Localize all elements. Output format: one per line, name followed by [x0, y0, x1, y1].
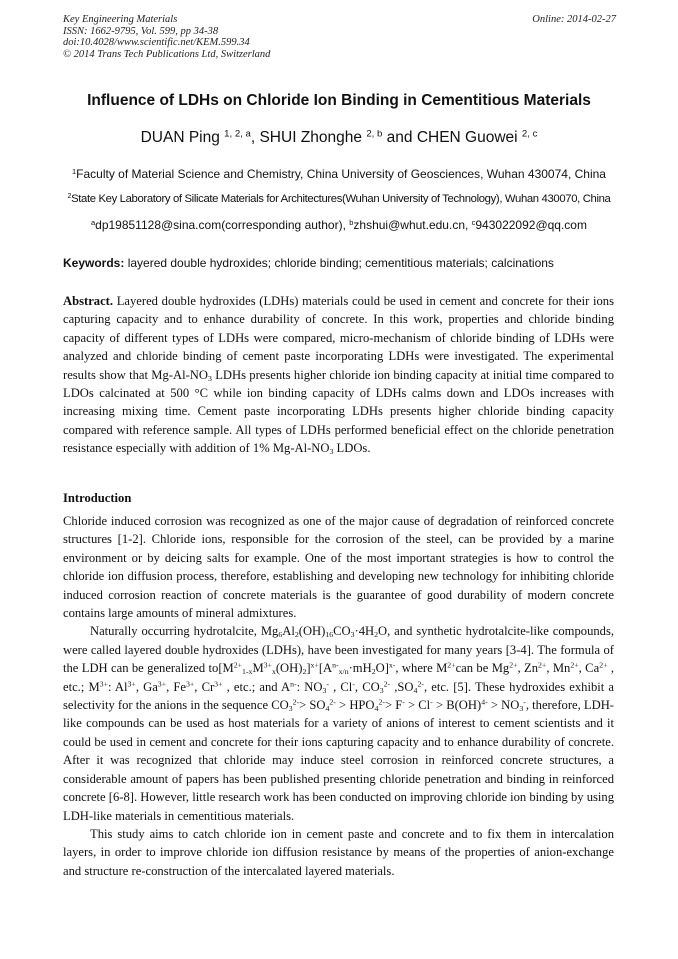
affiliation-2	[0, 193, 678, 205]
superscript: 4-	[481, 697, 488, 707]
email-link[interactable]: dp19851128@sina.com(corresponding author),	[95, 218, 350, 232]
author-name: SHUI Zhonghe	[259, 129, 367, 146]
text-run: , etc.; and A	[222, 679, 291, 694]
keywords-text: layered double hydroxides; chloride binding; cementitious materials; calcinations	[124, 256, 554, 270]
text-run: CO	[333, 624, 351, 639]
superscript: -	[326, 679, 329, 689]
subscript: 2	[294, 630, 299, 640]
author-name: CHEN Guowei	[416, 129, 522, 146]
superscript: 2+	[447, 660, 456, 670]
author-separator: and	[382, 129, 417, 146]
superscript: 3+	[127, 679, 136, 689]
subscript: 2	[371, 667, 376, 677]
subscript: 3	[519, 704, 524, 713]
superscript: 2+	[509, 660, 518, 670]
subscript: 3	[207, 373, 212, 383]
author-list	[0, 129, 678, 147]
subscript: 4	[325, 704, 330, 713]
superscript: 2-	[378, 697, 385, 707]
section-heading-introduction: Introduction	[63, 491, 132, 505]
text-run: O, and synthetic hydrotalcite-like compounds, were called layered double hydroxides (LDHs), have been investigated for many years [3-4]. The formula of the LDH can be generalized to[M	[63, 624, 615, 676]
text-run: Naturally occurring hydrotalcite, Mg	[90, 624, 279, 639]
text-run: , where M	[395, 661, 448, 676]
text-run: > F	[384, 698, 403, 713]
text-run: : NO	[296, 679, 323, 694]
superscript: -	[523, 697, 526, 707]
subscript: 1-x	[242, 667, 253, 677]
journal-issn: ISSN: 1662-9795, Vol. 599, pp 34-38	[63, 25, 219, 37]
superscript: 3+	[214, 679, 223, 689]
superscript: 2+	[538, 660, 547, 670]
superscript: x+	[310, 660, 319, 670]
superscript: -	[352, 679, 355, 689]
abstract-text: LDOs.	[333, 441, 371, 456]
abstract-text: Layered double hydroxides (LDHs) materials could be used in cement and concrete for their ions capturing capacity and to enhance durability of concrete. In this work, properties and chloride binding capacity of different types of LDHs were compared, micro-mechanism of chloride binding of LDHs were analyzed and chloride binding of cement paste incorporating LDHs were investigated. The experimental results show that Mg-Al-NO	[63, 294, 614, 382]
text-run: , Cl	[328, 679, 353, 694]
superscript: 2-	[417, 679, 424, 689]
subscript: 2	[374, 630, 379, 640]
text-run: > HPO	[335, 698, 375, 713]
text-run: , Cr	[194, 679, 215, 694]
superscript: n-	[332, 660, 339, 670]
subscript: 4	[374, 704, 379, 713]
subscript: 16	[325, 630, 334, 640]
affiliation-1	[0, 167, 678, 181]
text-run: > Cl	[404, 698, 431, 713]
text-run: , etc. [5]. These hydroxides exhibit a selectivity for the anions in the sequence CO	[63, 679, 614, 713]
text-run: ]	[306, 661, 311, 676]
affiliation-number: 1	[72, 166, 77, 176]
text-run: (OH)	[275, 661, 303, 676]
text-run: [A	[318, 661, 333, 676]
superscript: 3+	[157, 679, 167, 689]
abstract-text: LDHs presents higher chloride ion binding capacity at initial time compared to LDOs calcinated at 500 °C while ion binding capacity of LDHs calms down and LDOs increases with increasing mixing time. Cement paste incorporating LDHs presents higher chloride binding capacity compared with reference sample. All types of LDHs performed beneficial effect on the chloride penetration resistance especially with addition of 1% Mg-Al-NO	[63, 367, 615, 456]
superscript: 2+	[570, 660, 579, 670]
journal-name: Key Engineering Materials	[63, 14, 178, 25]
superscript: 2+	[233, 660, 243, 670]
text-run: > NO	[487, 698, 520, 713]
intro-paragraph-1: Chloride induced corrosion was recognized as one of the major cause of degradation of reinforced concrete structures [1-2]. Chloride ions, responsible for the corrosion of the steel, can be provided by a marine environment or by deicing salts for example. One of the most important strategies is how to control the chloride ion diffusion process, therefore, establishing and developing new technology for inhibiting chloride induced corrosion reaction of concrete materials is the guarantee of good durability of modern concrete contains large amounts of mineral admixtures.	[63, 514, 614, 621]
journal-doi: doi:10.4028/www.scientific.net/KEM.599.34	[63, 37, 250, 48]
subscript: 2	[302, 667, 307, 677]
author-separator: ,	[250, 129, 260, 146]
subscript: 3	[329, 447, 334, 457]
text-run: , CO	[354, 679, 380, 694]
text-run: M	[252, 661, 264, 676]
introduction-body	[63, 512, 614, 880]
email-mark: a	[91, 217, 96, 227]
email-mark: b	[349, 217, 354, 227]
affiliation-text: State Key Laboratory of Silicate Materials for Architectures(Wuhan University of Technology), Wuhan 430070, China	[71, 193, 611, 205]
author-affiliation-mark: 2, b	[366, 128, 383, 140]
superscript: 2-	[292, 697, 300, 707]
superscript: 2-	[383, 679, 391, 689]
subscript: 4	[413, 685, 418, 695]
subscript: x	[271, 667, 276, 677]
text-run: , etc.; M	[63, 661, 615, 694]
superscript: 2+	[599, 660, 608, 670]
affiliation-number: 2	[67, 193, 72, 201]
subscript: 3	[379, 685, 384, 695]
text-run: O]	[375, 661, 389, 676]
text-run: ,SO	[390, 679, 414, 694]
text-run: : Al	[107, 679, 128, 694]
subscript: 3	[322, 685, 327, 695]
text-run: , Ca	[578, 661, 600, 676]
affiliation-text: Faculty of Material Science and Chemistry, China University of Geosciences, Wuhan 430074, China	[76, 167, 606, 181]
email-link[interactable]: 943022092@qq.com	[475, 218, 587, 232]
intro-paragraph-3: This study aims to catch chloride ion in cement paste and concrete and to fix them in intercalation layers, in order to improve chloride ion diffusion resistance by means of the properties of anion-exchange and structure re-construction of the intercalated layered materials.	[63, 826, 614, 878]
text-run: (OH)	[298, 624, 326, 639]
author-name: DUAN Ping	[140, 129, 225, 146]
superscript: 3+	[185, 679, 195, 689]
author-affiliation-mark: 2, c	[521, 128, 538, 140]
abstract-label: Abstract.	[63, 294, 114, 308]
paper-title: Influence of LDHs on Chloride Ion Binding in Cementitious Materials	[87, 92, 591, 109]
text-run: ·mH	[348, 661, 372, 676]
superscript: x-	[388, 660, 396, 670]
subscript: 3	[350, 630, 355, 640]
online-date: Online: 2014-02-27	[532, 14, 616, 25]
text-run: , Ga	[135, 679, 158, 694]
subscript: x/n	[338, 667, 349, 677]
text-run: , Fe	[166, 679, 186, 694]
keywords-label: Keywords:	[63, 256, 125, 270]
superscript: n-	[290, 679, 297, 689]
text-run: Al	[282, 624, 295, 639]
author-affiliation-mark: 1, 2, a	[224, 128, 251, 140]
text-run: , Zn	[517, 661, 539, 676]
journal-copyright: © 2014 Trans Tech Publications Ltd, Switzerland	[63, 48, 271, 60]
email-link[interactable]: zhshui@whut.edu.cn,	[353, 218, 472, 232]
superscript: 3+	[263, 660, 272, 670]
superscript: -	[402, 697, 405, 707]
superscript: 2-	[329, 697, 336, 707]
text-run: , therefore, LDH-like compounds can be used as host materials for a variety of anions of interest to cement scientists and it could be used in cement and concrete for their ions capturing capacity and to enhance durability of concrete. After it was recognized that chloride may induce steel corrosion in reinforced concrete structures, a considerable amount of papers has been published presenting chloride penetration and binding in reinforced concrete [6-8]. However, little research work has been conducted on improving chloride ion binding by using LDH-like materials in cementitious materials.	[63, 698, 615, 823]
journal-header	[63, 14, 270, 60]
text-run: > B(OH)	[432, 698, 482, 713]
subscript: 3	[288, 704, 293, 713]
subscript: 6	[278, 630, 283, 640]
text-run: , Mn	[546, 661, 571, 676]
superscript: 3+	[99, 679, 108, 689]
abstract	[63, 292, 614, 458]
text-run: > SO	[299, 698, 326, 713]
keywords	[63, 256, 554, 270]
email-mark: c	[471, 217, 476, 227]
text-run: can be Mg	[455, 661, 510, 676]
text-run: ·4H	[354, 624, 375, 639]
author-emails	[0, 218, 678, 232]
intro-paragraph-2	[63, 622, 614, 824]
superscript: -	[430, 697, 433, 707]
